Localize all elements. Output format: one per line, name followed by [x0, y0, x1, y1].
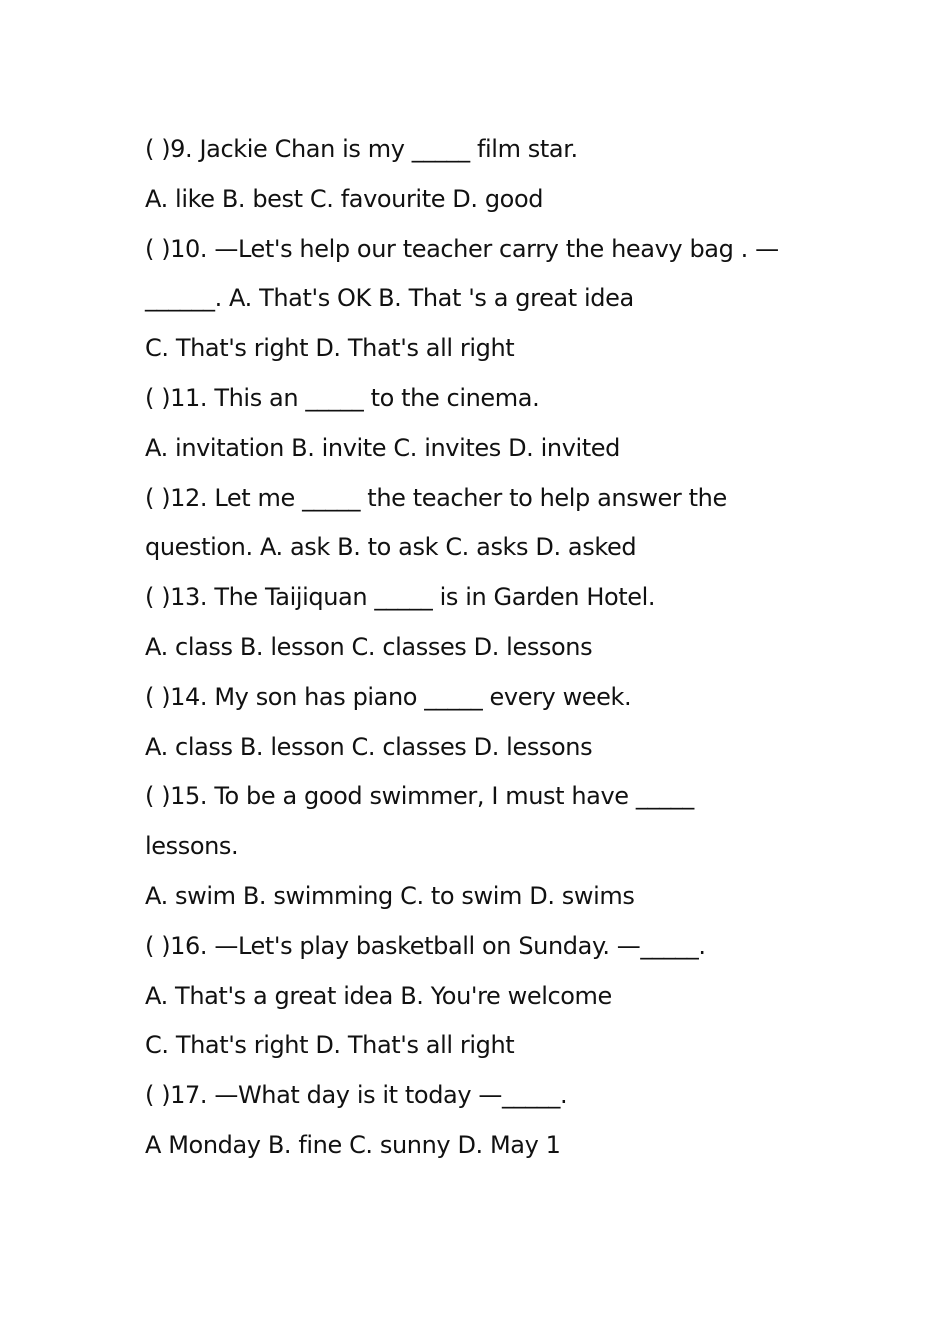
question-17-options: A Monday B. fine C. sunny D. May 1	[145, 1130, 561, 1159]
question-9-options: A. like B. best C. favourite D. good	[145, 184, 544, 213]
question-11-options: A. invitation B. invite C. invites D. invited	[145, 433, 620, 462]
question-16-options-line-2: C. That's right D. That's all right	[145, 1031, 515, 1060]
question-17: ( )17. —What day is it today —_____.	[145, 1081, 568, 1110]
question-16: ( )16. —Let's play basketball on Sunday. —_____.	[145, 931, 706, 960]
question-9: ( )9. Jackie Chan is my _____ film star.	[145, 135, 578, 163]
question-14: ( )14. My son has piano _____ every week.	[145, 682, 632, 711]
question-12-continued-options: question. A. ask B. to ask C. asks D. asked	[145, 533, 637, 562]
question-15-continued: lessons.	[145, 832, 239, 861]
question-10: ( )10. —Let's help our teacher carry the heavy bag . —	[145, 234, 779, 263]
question-15-options: A. swim B. swimming C. to swim D. swims	[145, 881, 635, 910]
question-list	[145, 125, 825, 1171]
question-13: ( )13. The Taijiquan _____ is in Garden Hotel.	[145, 583, 656, 612]
question-16-options-line-1: A. That's a great idea B. You're welcome	[145, 981, 612, 1010]
question-10-options-line-1: ______. A. That's OK B. That 's a great idea	[145, 284, 634, 313]
question-14-options: A. class B. lesson C. classes D. lessons	[145, 732, 593, 761]
question-11: ( )11. This an _____ to the cinema.	[145, 383, 540, 412]
question-12: ( )12. Let me _____ the teacher to help answer the	[145, 483, 727, 512]
question-15: ( )15. To be a good swimmer, I must have _____	[145, 782, 694, 811]
question-13-options: A. class B. lesson C. classes D. lessons	[145, 632, 593, 661]
question-10-options-line-2: C. That's right D. That's all right	[145, 334, 515, 363]
